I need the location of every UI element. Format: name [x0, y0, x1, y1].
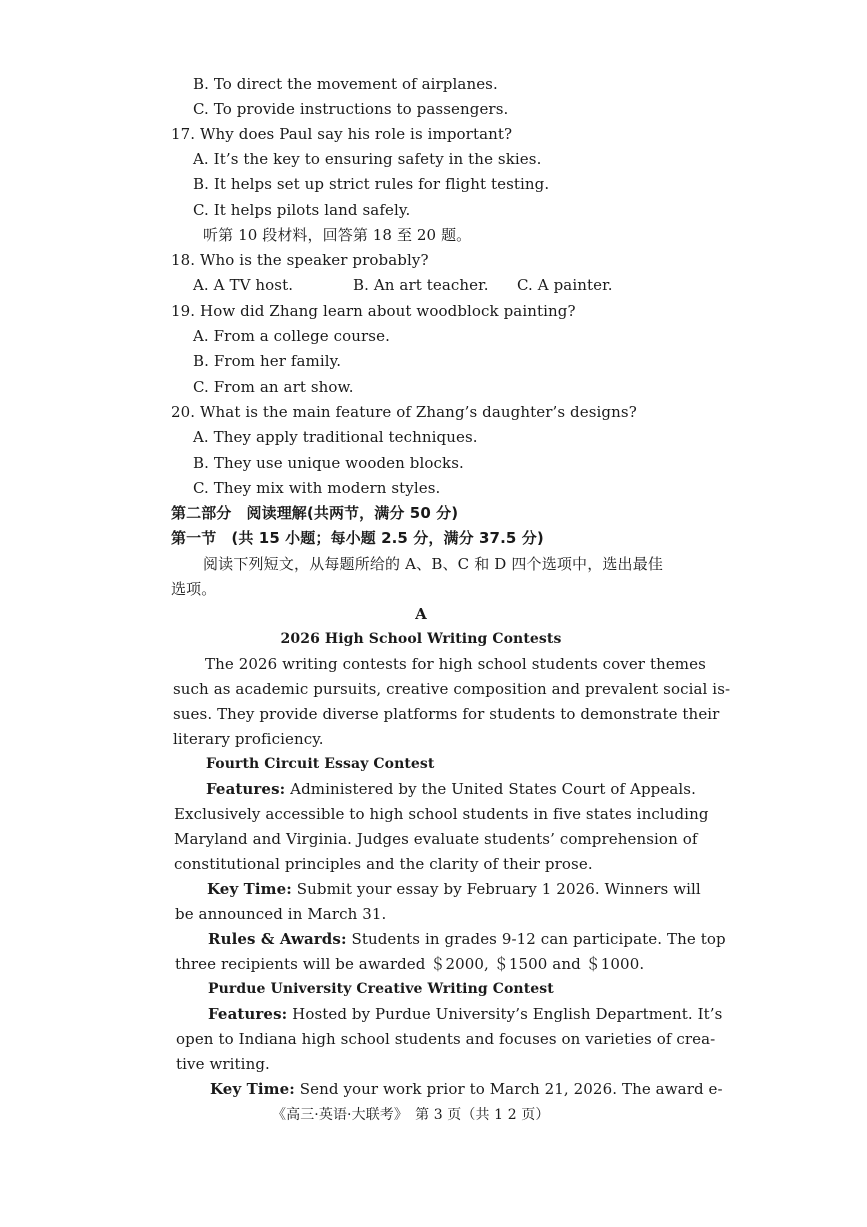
- passage10-instruction: 听第 10 段材料，回答第 18 至 20 题。: [203, 226, 472, 244]
- q18-question: 18. Who is the speaker probably?: [171, 251, 429, 269]
- contest1-keytime-line-2: be announced in March 31.: [175, 905, 387, 923]
- q19-option-a: A. From a college course.: [193, 327, 390, 345]
- passage-title: 2026 High School Writing Contests: [280, 631, 562, 647]
- instructions-line-1: 阅读下列短文，从每题所给的 A、B、C 和 D 四个选项中，选出最佳: [203, 555, 663, 573]
- contest1-features-line-2: Exclusively accessible to high school students in five states including: [174, 805, 709, 823]
- contest1-features-text: Administered by the United States Court of Appeals.: [285, 780, 696, 798]
- intro-line-3: sues. They provide diverse platforms for students to demonstrate their: [173, 705, 720, 723]
- contest2-features-line-3: tive writing.: [176, 1055, 270, 1073]
- q20-option-c: C. They mix with modern styles.: [193, 479, 441, 497]
- contest2-keytime-label: Key Time:: [210, 1080, 295, 1098]
- contest1-keytime-line-1: [207, 879, 701, 899]
- q20-option-b: B. They use unique wooden blocks.: [193, 454, 464, 472]
- contest1-keytime-label: Key Time:: [207, 880, 292, 898]
- part2-heading: 第二部分 阅读理解(共两节，满分 50 分): [171, 504, 459, 522]
- contest2-keytime-text: Send your work prior to March 21, 2026. The award e-: [294, 1080, 723, 1098]
- intro-line-4: literary proficiency.: [173, 730, 324, 748]
- contest1-rules-line-1: [208, 929, 726, 949]
- q16-option-b: B. To direct the movement of airplanes.: [193, 75, 498, 93]
- contest1-features-line-4: constitutional principles and the clarity of their prose.: [174, 855, 593, 873]
- q19-option-b: B. From her family.: [193, 352, 342, 370]
- q17-option-b: B. It helps set up strict rules for flight testing.: [193, 175, 550, 193]
- q18-option-c: C. A painter.: [517, 276, 613, 294]
- contest1-rules-label: Rules & Awards:: [208, 930, 347, 948]
- contest1-features-line-1: [206, 779, 696, 799]
- passage-letter: A: [415, 605, 427, 623]
- contest1-features-label: Features:: [206, 780, 286, 798]
- q18-option-b: B. An art teacher.: [353, 276, 489, 294]
- contest2-features-label: Features:: [208, 1005, 288, 1023]
- contest1-rules-line-2: three recipients will be awarded ＄2000, ＄1500 and ＄1000.: [175, 955, 645, 973]
- q20-option-a: A. They apply traditional techniques.: [193, 428, 478, 446]
- instructions-line-2: 选项。: [171, 580, 217, 598]
- contest2-features-line-1: [208, 1004, 723, 1024]
- intro-line-1: The 2026 writing contests for high school students cover themes: [205, 655, 706, 673]
- contest2-keytime-line: [210, 1079, 723, 1099]
- contest1-name: Fourth Circuit Essay Contest: [206, 756, 435, 772]
- q20-question: 20. What is the main feature of Zhang’s daughter’s designs?: [171, 403, 637, 421]
- q17-option-a: A. It’s the key to ensuring safety in the skies.: [193, 150, 542, 168]
- q17-question: 17. Why does Paul say his role is important?: [171, 125, 513, 143]
- contest2-features-text: Hosted by Purdue University’s English Department. It’s: [287, 1005, 723, 1023]
- page-footer: 《高三·英语·大联考》 第 3 页（共 1 2 页）: [272, 1107, 550, 1123]
- section1-heading: 第一节 (共 15 小题；每小题 2.5 分，满分 37.5 分): [171, 529, 544, 547]
- contest1-keytime-text: Submit your essay by February 1 2026. Winners will: [291, 880, 701, 898]
- q19-question: 19. How did Zhang learn about woodblock painting?: [171, 302, 576, 320]
- q18-option-a: A. A TV host.: [193, 276, 294, 294]
- contest2-name: Purdue University Creative Writing Contest: [208, 981, 554, 997]
- intro-line-2: such as academic pursuits, creative composition and prevalent social is-: [173, 680, 731, 698]
- contest1-features-line-3: Maryland and Virginia. Judges evaluate students’ comprehension of: [174, 830, 698, 848]
- q19-option-c: C. From an art show.: [193, 378, 354, 396]
- contest2-features-line-2: open to Indiana high school students and focuses on varieties of crea-: [176, 1030, 716, 1048]
- q16-option-c: C. To provide instructions to passengers.: [193, 100, 509, 118]
- q17-option-c: C. It helps pilots land safely.: [193, 201, 411, 219]
- contest1-rules-text: Students in grades 9-12 can participate. The top: [346, 930, 726, 948]
